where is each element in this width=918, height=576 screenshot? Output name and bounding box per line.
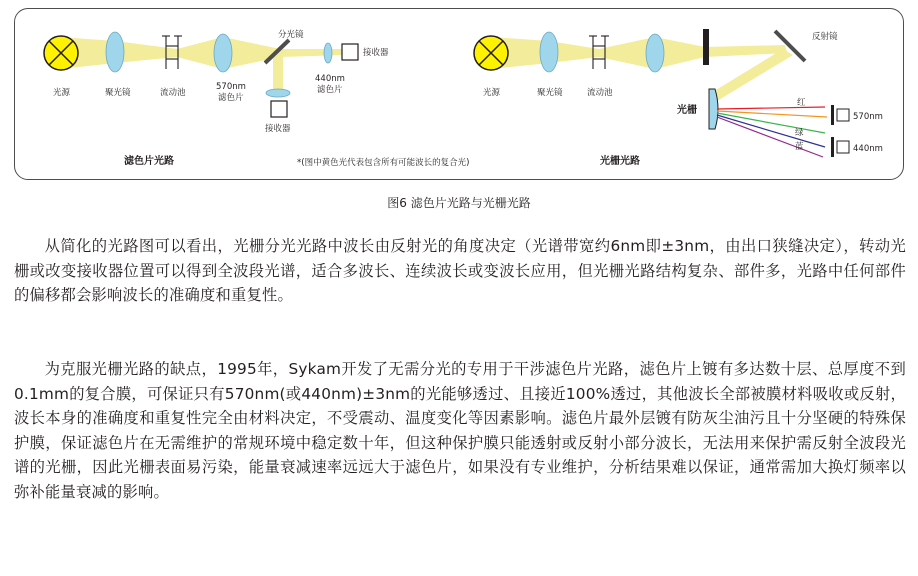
left-condenser-lens-icon (106, 32, 124, 72)
left-receiver-bottom-label: 接收器 (265, 124, 291, 134)
right-condenser-lens-label: 聚光镜 (537, 88, 563, 98)
right-ray-red (717, 107, 825, 109)
optical-path-figure (14, 8, 904, 180)
left-filter-440-suffix: 滤色片 (317, 85, 343, 95)
right-condenser-lens-icon (540, 32, 558, 72)
left-light-source-label: 光源 (53, 88, 71, 98)
left-light-beam-2 (115, 37, 223, 69)
left-filter-440-icon (324, 43, 332, 63)
right-mirror-label: 反射镜 (812, 32, 838, 42)
left-light-beam-down (273, 53, 283, 93)
right-focus-lens-icon (646, 34, 664, 72)
right-grating-icon (709, 89, 718, 129)
right-grating-label: 光栅 (677, 105, 697, 116)
left-path-title: 滤色片光路 (124, 156, 174, 167)
right-light-beam-down (711, 49, 793, 101)
right-slit-570-icon (831, 105, 834, 125)
right-color-red-label: 红 (797, 98, 806, 108)
right-color-blue-label: 蓝 (795, 142, 804, 152)
left-filter-440-label: 440nm (315, 74, 345, 84)
left-receiver-right-icon (342, 44, 358, 60)
right-color-green-label: 绿 (795, 128, 804, 138)
right-receiver-570-icon (837, 109, 849, 121)
left-focus-lens-icon (214, 34, 232, 72)
right-slit-440-icon (831, 137, 834, 157)
right-light-source-label: 光源 (483, 88, 501, 98)
left-beam-splitter-label: 分光镜 (278, 30, 304, 40)
left-condenser-lens-label: 聚光镜 (105, 88, 131, 98)
figure-caption: 图6 滤色片光路与光栅光路 (387, 196, 531, 210)
right-slit-icon (703, 29, 709, 65)
left-light-source-icon (44, 36, 78, 70)
left-filter-570-suffix: 滤色片 (218, 93, 244, 103)
right-light-beam-2 (549, 37, 655, 69)
left-filter-570-label: 570nm (216, 82, 246, 92)
right-light-source-icon (474, 36, 508, 70)
optical-path-diagram (15, 9, 905, 181)
right-path-title: 光栅光路 (600, 156, 640, 167)
figure-note: *(图中黄色光代表包含所有可能波长的复合光) (297, 158, 470, 168)
right-440-label: 440nm (853, 144, 883, 154)
left-filter-570-icon (266, 89, 290, 97)
paragraph-2: 为克服光栅光路的缺点，1995年，Sykam开发了无需分光的专用于干涉滤色片光路，滤色片上镀有多达数十层、总厚度不到0.1mm的复合膜，可保证只有570nm(或440nm)±3nm的光能够透过、且接近100%透过，其他波长全部被膜材料吸收或反射，波长本身的准确度和重复性完全由材料决定，不受震动、温度变化等因素影响。滤色片最外层镀有防灰尘油污且十分坚硬的特殊保护膜，保证滤色片在无需维护的常规环境中稳定数十年，但这种保护膜只能透射或反射小部分波长，无法用来保护需反射全波段光谱的光栅，因此光栅表面易污染，能量衰减速率远远大于滤色片，如果没有专业维护，分析结果难以保证，通常需加大换灯频率以弥补能量衰减的影响。 (14, 360, 906, 501)
left-receiver-bottom-icon (271, 101, 287, 117)
left-receiver-right-label: 接收器 (363, 48, 389, 58)
right-570-label: 570nm (853, 112, 883, 122)
right-flow-cell-label: 流动池 (587, 88, 613, 98)
right-ray-blue (717, 115, 825, 147)
right-receiver-440-icon (837, 141, 849, 153)
left-flow-cell-label: 流动池 (160, 88, 186, 98)
paragraph-1: 从简化的光路图可以看出，光栅分光光路中波长由反射光的角度决定（光谱带宽约6nm即±3nm，由出口狭缝决定），转动光栅或改变接收器位置可以得到全波段光谱，适合多波长、连续波长或变波长应用，但光栅光路结构复杂、部件多，光路中任何部件的偏移都会影响波长的准确度和重复性。 (14, 237, 906, 305)
